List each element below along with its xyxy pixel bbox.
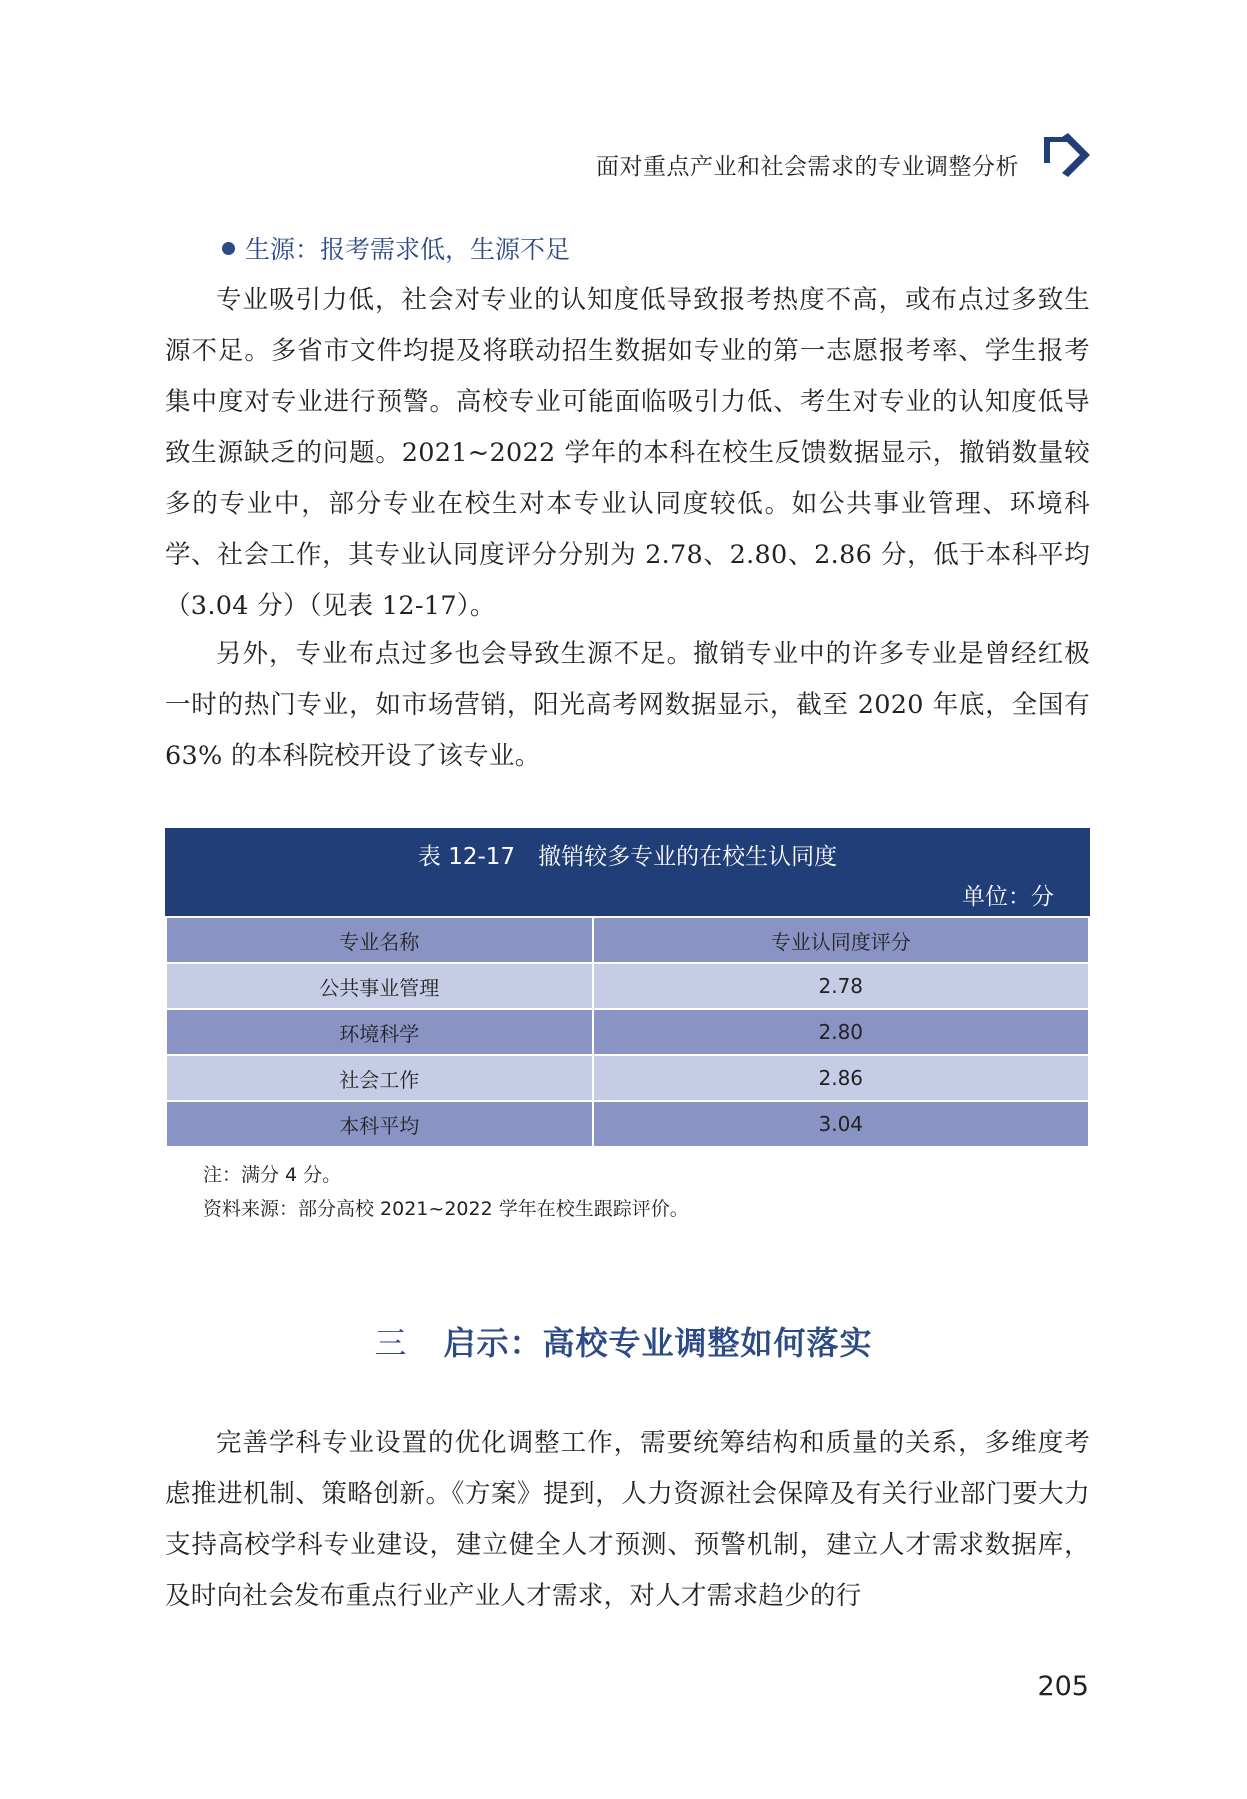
table-row [166,963,1089,1009]
body-paragraph-2: 另外，专业布点过多也会导致生源不足。撤销专业中的许多专业是曾经红极一时的热门专业，如市场营销，阳光高考网数据显示，截至 2020 年底，全国有 63% 的本科院校开设了该专业。 [165,639,1090,771]
section-title-text: 启示：高校专业调整如何落实 [443,1324,873,1362]
page-number: 205 [1037,1671,1089,1702]
table-note: 注：满分 4 分。 [203,1164,342,1186]
table-cell-major: 社会工作 [166,1055,593,1101]
table-cell-major: 公共事业管理 [166,963,593,1009]
running-header-title: 面对重点产业和社会需求的专业调整分析 [596,154,1019,180]
table-cell-major: 环境科学 [166,1009,593,1055]
section-title [0,1318,1247,1364]
table-cell-score: 3.04 [593,1101,1089,1147]
body-paragraph-1: 专业吸引力低，社会对专业的认知度低导致报考热度不高，或布点过多致生源不足。多省市文件均提及将联动招生数据如专业的第一志愿报考率、学生报考集中度对专业进行预警。高校专业可能面临吸引力低、考生对专业的认知度低导致生源缺乏的问题。2021~2022 学年的本科在校生反馈数据显示，撤销数量较多的专业中，部分专业在校生对本专业认同度较低。如公共事业管理、环境科学、社会工作，其专业认同度评分分别为 2.78、2.80、2.86 分，低于本科平均（3.04 分）（见表 12-17）。 [165,285,1090,621]
table-cell-score: 2.86 [593,1055,1089,1101]
bullet-heading-text: 生源：报考需求低，生源不足 [245,235,571,264]
table-row [166,1055,1089,1101]
section-number: 三 [374,1324,408,1362]
table-cell-major: 本科平均 [166,1101,593,1147]
bullet-heading [222,230,570,266]
column-header-score: 专业认同度评分 [593,917,1089,963]
table-body [165,916,1090,1148]
table-row [166,1101,1089,1147]
table-notes [203,1158,689,1226]
table-source: 资料来源：部分高校 2021~2022 学年在校生跟踪评价。 [203,1198,689,1220]
table-row [166,1009,1089,1055]
table-cell-score: 2.80 [593,1009,1089,1055]
column-header-major: 专业名称 [166,917,593,963]
chapter-arrow-logo-icon [1040,133,1098,179]
table-unit: 单位：分 [962,884,1054,910]
table-title: 表 12-17 撤销较多专业的在校生认同度 [417,844,838,870]
score-table [165,828,1090,1148]
body-paragraph-3: 完善学科专业设置的优化调整工作，需要统筹结构和质量的关系，多维度考虑推进机制、策略创新。《方案》提到，人力资源社会保障及有关行业部门要大力支持高校学科专业建设，建立健全人才预测、预警机制，建立人才需求数据库，及时向社会发布重点行业产业人才需求，对人才需求趋少的行 [165,1428,1090,1611]
table-cell-score: 2.78 [593,963,1089,1009]
table-column-header-row [166,917,1089,963]
table-header-band [165,828,1090,916]
bullet-dot-icon [222,242,235,255]
